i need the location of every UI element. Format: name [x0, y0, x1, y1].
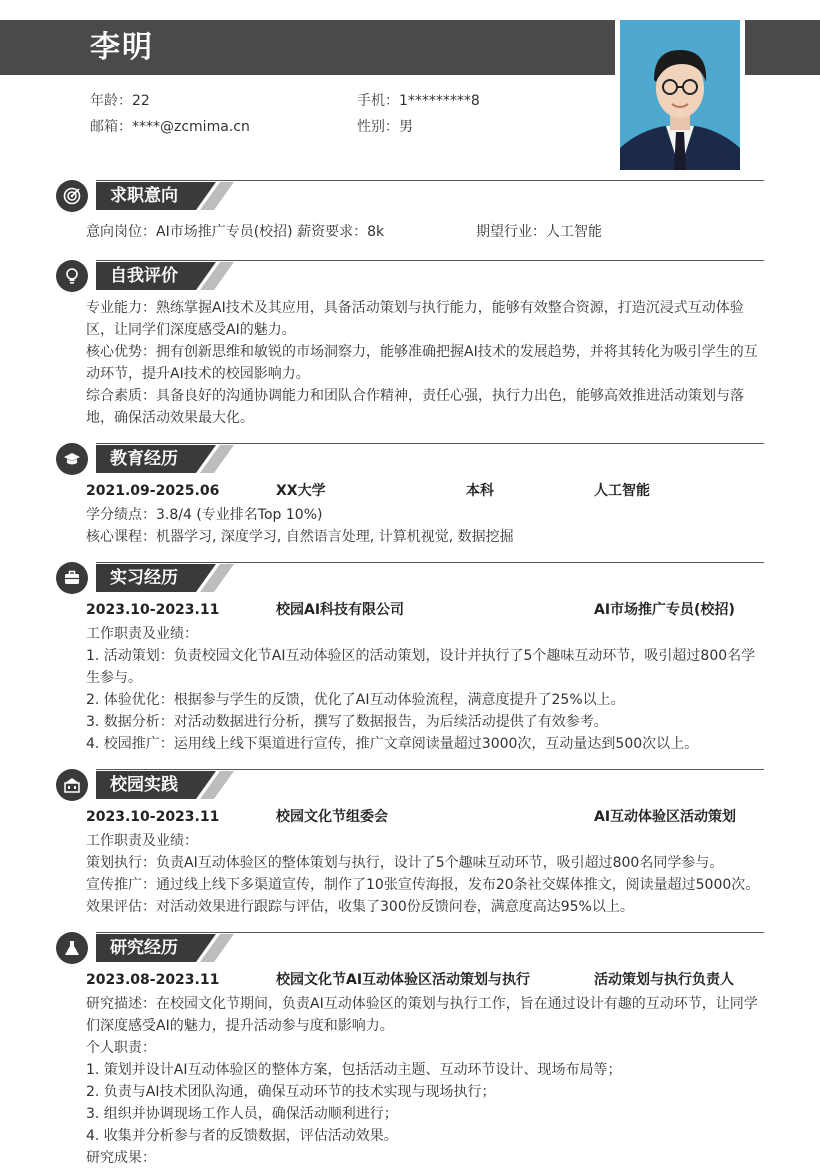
section-education [56, 443, 764, 553]
profile-photo [620, 20, 740, 170]
text-line: 研究成果： [86, 1150, 156, 1166]
research-header-row [86, 969, 764, 991]
section-title: 校园实践 [110, 775, 178, 795]
text-line: 综合素质：具备良好的沟通协调能力和团队合作精神，责任心强，执行力出色，能够高效推进活动策划与落 [86, 388, 744, 404]
section-title: 研究经历 [110, 938, 178, 958]
text-line: 核心优势：拥有创新思维和敏锐的市场洞察力，能够准确把握AI技术的发展趋势，并将其转化为吸引学生的互 [86, 344, 758, 360]
text-line: 4. 校园推广：运用线上线下渠道进行宣传，推广文章阅读量超过3000次，互动量达到500次以上。 [86, 736, 699, 752]
section-internship [56, 562, 764, 762]
text-line: 2. 负责与AI技术团队沟通，确保互动环节的技术实现与现场执行； [86, 1084, 496, 1100]
target-icon [56, 180, 88, 212]
gender-field [357, 117, 413, 137]
flask-icon [56, 932, 88, 964]
phone-field [357, 91, 480, 111]
section-title: 教育经历 [110, 449, 178, 469]
gender-label: 性别： [357, 119, 399, 135]
text-line: 动环节，提升AI技术的校园影响力。 [86, 366, 310, 382]
campus-header-row [86, 806, 764, 828]
building-icon [56, 769, 88, 801]
education-major: 人工智能 [594, 483, 650, 499]
section-campus-practice [56, 769, 764, 929]
email-field [90, 117, 250, 137]
section-job-intent [56, 180, 764, 250]
section-research [56, 932, 764, 1166]
intent-industry: 期望行业：人工智能 [476, 224, 602, 240]
text-line: 1. 活动策划：负责校园文化节AI互动体验区的活动策划，设计并执行了5个趣味互动环节，吸引超过800名学 [86, 648, 756, 664]
age-field [90, 91, 150, 111]
email-value: ****@zcmima.cn [132, 119, 250, 135]
internship-company: 校园AI科技有限公司 [276, 602, 405, 618]
education-degree: 本科 [466, 483, 494, 499]
text-line: 2. 体验优化：根据参与学生的反馈，优化了AI互动体验流程，满意度提升了25%以上。 [86, 692, 625, 708]
internship-header-row [86, 599, 764, 621]
text-line: 3. 数据分析：对活动数据进行分析，撰写了数据报告，为后续活动提供了有效参考。 [86, 714, 608, 730]
header-bar-accent [745, 20, 820, 75]
research-role: 活动策划与执行负责人 [594, 972, 734, 988]
education-school: XX大学 [276, 483, 326, 499]
text-line: 们深度感受AI的魅力，提升活动参与度和影响力。 [86, 1018, 394, 1034]
text-line: 策划执行：负责AI互动体验区的整体策划与执行，设计了5个趣味互动环节，吸引超过800名同学参与。 [86, 855, 724, 871]
age-value: 22 [132, 93, 150, 109]
lightbulb-icon [56, 260, 88, 292]
text-line: 工作职责及业绩： [86, 833, 198, 849]
email-label: 邮箱： [90, 119, 132, 135]
candidate-name: 李明 [90, 30, 154, 65]
text-line: 工作职责及业绩： [86, 626, 198, 642]
text-line: 专业能力：熟练掌握AI技术及其应用，具备活动策划与执行能力，能够有效整合资源，打造沉浸式互动体验 [86, 300, 744, 316]
text-line: 区，让同学们深度感受AI的魅力。 [86, 322, 296, 338]
campus-role: AI互动体验区活动策划 [594, 809, 737, 825]
text-line: 地，确保活动效果最大化。 [86, 410, 254, 426]
education-header-row [86, 480, 764, 502]
phone-label: 手机： [357, 93, 399, 109]
research-project: 校园文化节AI互动体验区活动策划与执行 [276, 972, 531, 988]
text-line: 4. 收集并分析参与者的反馈数据，评估活动效果。 [86, 1128, 398, 1144]
section-title: 实习经历 [110, 568, 178, 588]
education-period: 2021.09-2025.06 [86, 483, 220, 499]
section-self-evaluation [56, 260, 764, 435]
campus-period: 2023.10-2023.11 [86, 809, 220, 825]
text-line: 核心课程：机器学习, 深度学习, 自然语言处理, 计算机视觉, 数据挖掘 [86, 529, 514, 545]
text-line: 宣传推广：通过线上线下多渠道宣传，制作了10张宣传海报，发布20条社交媒体推文，阅读量超过5000次。 [86, 877, 760, 893]
internship-role: AI市场推广专员(校招) [594, 602, 735, 618]
phone-value: 1*********8 [399, 93, 480, 109]
research-period: 2023.08-2023.11 [86, 972, 220, 988]
text-line: 生参与。 [86, 670, 142, 686]
text-line: 个人职责： [86, 1040, 156, 1056]
section-title: 自我评价 [110, 266, 178, 286]
graduation-cap-icon [56, 443, 88, 475]
text-line: 1. 策划并设计AI互动体验区的整体方案，包括活动主题、互动环节设计、现场布局等； [86, 1062, 622, 1078]
age-label: 年龄： [90, 93, 132, 109]
text-line: 学分绩点：3.8/4 (专业排名Top 10%) [86, 507, 323, 523]
text-line: 研究描述：在校园文化节期间，负责AI互动体验区的策划与执行工作，旨在通过设计有趣的互动环节，让同学 [86, 996, 758, 1012]
internship-period: 2023.10-2023.11 [86, 602, 220, 618]
briefcase-icon [56, 562, 88, 594]
text-line: 3. 组织并协调现场工作人员，确保活动顺利进行； [86, 1106, 398, 1122]
gender-value: 男 [399, 119, 413, 135]
section-title: 求职意向 [110, 186, 178, 206]
campus-org: 校园文化节组委会 [276, 809, 388, 825]
text-line: 效果评估：对活动效果进行跟踪与评估，收集了300份反馈问卷，满意度高达95%以上。 [86, 899, 634, 915]
intent-position-salary: 意向岗位：AI市场推广专员(校招) 薪资要求：8k [86, 224, 385, 240]
